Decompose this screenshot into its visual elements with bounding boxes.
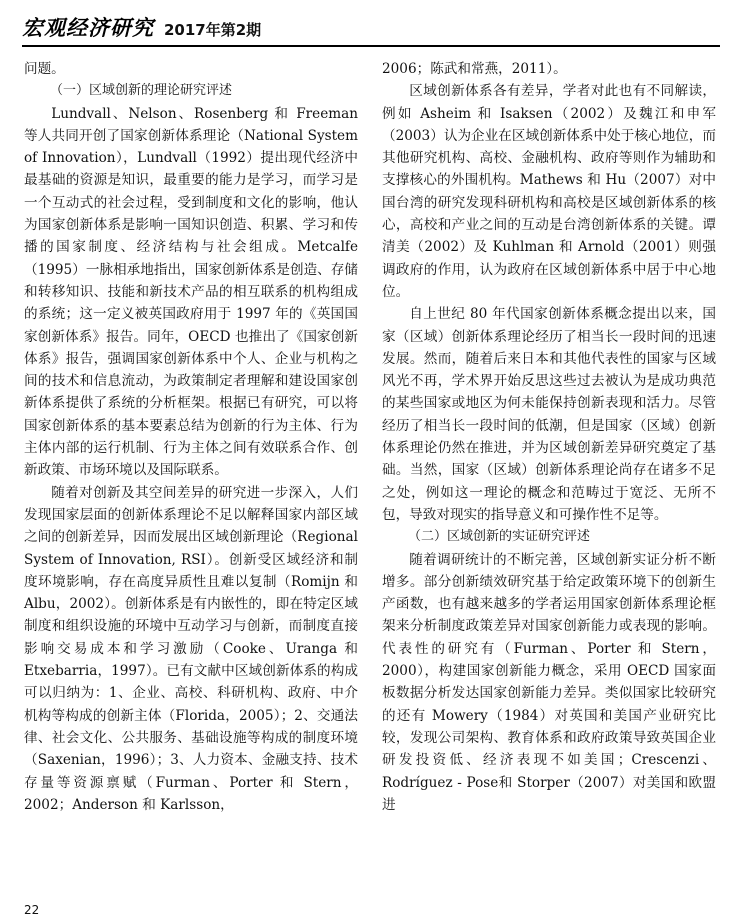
section-heading: （二）区域创新的实证研究评述 <box>408 529 591 545</box>
section-heading: （一）区域创新的理论研究评述 <box>50 83 233 99</box>
header-rule <box>22 45 720 47</box>
page-number: 22 <box>24 903 40 917</box>
paragraph: Lundvall、Nelson、Rosenberg 和 Freeman 等人共同开创了国家创新体系理论（National System of Innovation），Lundvall（1992）提出现代经济中最基础的资源是知识，最重要的能力是学习，而学习是一个互动式的社会过程，受到制度和文化的影响，他认为国家创新体系是影响一国知识创造、积累、学习和传播的国家制度、经济结构与社会组成。Metcalfe（1995）一脉相承地指出，国家创新体系是创造、存储和转移知识、技能和新技术产品的相互联系的机构组成的系统；这一定义被英国政府用于 1997 年的《英国国家创新体系》报告。同年，OECD 也推出了《国家创新体系》报告，强调国家创新体系中个人、企业与机构之间的技术和信息流动，为政策制定者理解和建设国家创新体系提供了系统的分析框架。根据已有研究，可以将国家创新体系的基本要素总结为创新的行为主体、行为主体内部的运行机制、行为主体之间有效联系合作、创新政策、市场环境以及国际联系。 <box>24 105 358 479</box>
issue-label: 2017年第2期 <box>164 21 262 39</box>
paragraph: 问题。 <box>24 61 65 77</box>
journal-name: 宏观经济研究 <box>22 15 154 40</box>
paragraph: 2006；陈武和常燕，2011）。 <box>382 61 567 77</box>
paragraph: 随着调研统计的不断完善，区域创新实证分析不断增多。部分创新绩效研究基于给定政策环境下的创新生产函数，也有越来越多的学者运用国家创新体系理论框架来分析制度政策差异对国家创新能力或表现的影响。代表性的研究有（Furman、Porter 和 Stern，2000），构建国家创新能力概念，采用 OECD 国家面板数据分析发达国家创新能力差异。类似国家比较研究的还有 Mowery（1984）对英国和美国产业研究比较，发现公司架构、教育体系和政府政策导致英国企业研发投资低、经济表现不如美国；Crescenzi、Rodríguez - Pose和 Storper（2007）对美国和欧盟进 <box>382 551 716 813</box>
left-column <box>24 58 358 816</box>
paragraph: 区域创新体系各有差异，学者对此也有不同解读，例如 Asheim 和 Isaksen（2002）及魏江和申军（2003）认为企业在区域创新体系中处于核心地位，而其他研究机构、高校、金融机构、政府等则作为辅助和支撑核心的外围机构。Mathews 和 Hu（2007）对中国台湾的研究发现科研机构和高校是区域创新体系的核心，高校和产业之间的互动是台湾创新体系的关键。谭清美（2002）及 Kuhlman 和 Arnold（2001）则强调政府的作用，认为政府在区域创新体系中居于中心地位。 <box>382 83 716 300</box>
page-header <box>22 6 722 42</box>
paragraph: 自上世纪 80 年代国家创新体系概念提出以来，国家（区域）创新体系理论经历了相当长一段时间的迅速发展。然而，随着后来日本和其他代表性的国家与区域风光不再，学术界开始反思这些过去被认为是成功典范的某些国家或地区为何未能保持创新表现和活力。尽管经历了相当长一段时间的低潮，但是国家（区域）创新体系理论仍然在推进，并为区域创新差异研究奠定了基础。当然，国家（区域）创新体系理论尚存在诸多不足之处，例如这一理论的概念和范畴过于宽泛、无所不包，导致对现实的指导意义和可操作性不足等。 <box>382 306 716 523</box>
paragraph: 随着对创新及其空间差异的研究进一步深入，人们发现国家层面的创新体系理论不足以解释国家内部区域之间的创新差异，因而发展出区域创新理论（Regional System of Innovation, RSI）。创新受区域经济和制度环境影响，存在高度异质性且难以复制（Romijn 和 Albu，2002）。创新体系是有内嵌性的，即在特定区域制度和组织设施的环境中互动学习与创新，而制度直接影响交易成本和学习激励（Cooke、Uranga 和 Etxebarria，1997）。已有文献中区域创新体系的构成可以归纳为：1、企业、高校、科研机构、政府、中介机构等构成的创新主体（Florida，2005）；2、交通法律、社会文化、公共服务、基础设施等构成的制度环境（Saxenian，1996）；3、人力资本、金融支持、技术存量等资源禀赋（Furman、Porter 和 Stern，2002；Anderson 和 Karlsson， <box>24 484 358 813</box>
right-column <box>382 58 716 816</box>
